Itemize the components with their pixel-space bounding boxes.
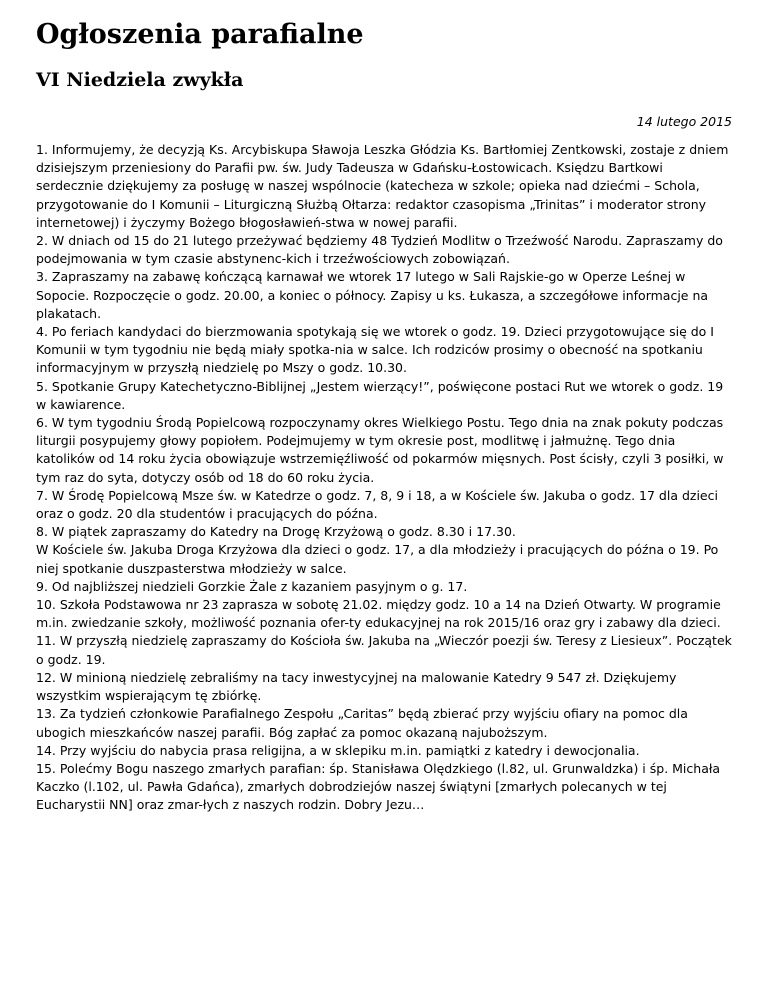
announcement-paragraph: 6. W tym tygodniu Środą Popielcową rozpoczynamy okres Wielkiego Postu. Tego dnia na znak pokuty podczas liturgii posypujemy głowy popiołem. Podejmujemy w tym okresie post, modlitwę i jałmużnę. Tego dnia katolików od 14 roku życia obowiązuje wstrzemięźliwość od pokarmów mięsnych. Post ścisły, czyli 3 posiłki, w tym raz do syta, dotyczy osób od 18 do 60 roku życia. — [36, 415, 724, 485]
announcement-paragraph: 4. Po feriach kandydaci do bierzmowania spotykają się we wtorek o godz. 19. Dzieci przygotowujące się do I Komunii w tym tygodniu nie będą miały spotka-nia w salce. Ich rodziców prosimy o obecność na spotkaniu informacyjnym w przyszłą niedzielę po Mszy o godz. 10.30. — [36, 324, 714, 376]
announcement-paragraph: 13. Za tydzień członkowie Parafialnego Zespołu „Caritas” będą zbierać przy wyjściu ofiary na pomoc dla ubogich mieszkańców naszej parafii. Bóg zapłać za pomoc okazaną najuboższym. — [36, 706, 688, 740]
announcement-paragraph: 12. W minioną niedzielę zebraliśmy na tacy inwestycyjnej na malowanie Katedry 9 547 zł. Dziękujemy wszystkim wspierającym tę zbiórkę. — [36, 669, 677, 704]
announcement-paragraph: 15. Polećmy Bogu naszego zmarłych parafian: śp. Stanisława Olędzkiego (l.82, ul. Grunwaldzka) i śp. Michała Kaczko (l.102, ul. Pawła Gdańca), zmarłych dobrodziejów naszej świątyni [zmarłych polecanych w tej Eucharystii NN] oraz zmar-łych z naszych rodzin. Dobry Jezu… — [36, 760, 721, 813]
announcement-paragraph: 7. W Środę Popielcową Msze św. w Katedrze o godz. 7, 8, 9 i 18, a w Kościele św. Jakuba o godz. 17 dla dzieci oraz o godz. 20 dla studentów i pracujących do późna. — [36, 487, 718, 522]
announcement-paragraph: 2. W dniach od 15 do 21 lutego przeżywać będziemy 48 Tydzień Modlitw o Trzeźwość Narodu. Zapraszamy do podejmowania w tym czasie abstynenc-kich i trzeźwościowych zobowiązań. — [36, 233, 723, 267]
announcement-paragraph: 9. Od najbliższej niedzieli Gorzkie Żale z kazaniem pasyjnym o g. 17. — [36, 578, 468, 594]
announcement-paragraph: 14. Przy wyjściu do nabycia prasa religijna, a w sklepiku m.in. pamiątki z katedry i dewocjonalia. — [36, 742, 640, 758]
announcements-body — [36, 141, 732, 815]
announcement-paragraph: 11. W przyszłą niedzielę zapraszamy do Kościoła św. Jakuba na „Wieczór poezji św. Teresy z Liesieux”. Początek o godz. 19. — [36, 633, 732, 667]
announcement-paragraph: 10. Szkoła Podstawowa nr 23 zaprasza w sobotę 21.02. między godz. 10 a 14 na Dzień Otwarty. W programie m.in. zwiedzanie szkoły, możliwość poznania ofer-ty edukacyjnej na rok 2015/16 oraz gry i zabawy dla dzieci. — [36, 597, 721, 631]
document-title: Ogłoszenia parafialne — [36, 19, 364, 50]
announcement-paragraph: 1. Informujemy, że decyzją Ks. Arcybiskupa Sławoja Leszka Głódzia Ks. Bartłomiej Zentkowski, zostaje z dniem dzisiejszym przeniesiony do Parafii pw. św. Judy Tadeusza w Gdańsku-Łostowicach. Księdzu Bartkowi serdecznie dziękujemy za posługę w naszej wspólnocie (katecheza w szkole; opieka nad dziećmi – Schola, przygotowanie do I Komunii – Liturgiczną Służbą Ołtarza: redaktor czasopisma „Trinitas” i moderator strony internetowej) i życzymy Bożego błogosławień-stwa w nowej parafii. — [36, 142, 729, 230]
announcement-paragraph: 3. Zapraszamy na zabawę kończącą karnawał we wtorek 17 lutego w Sali Rajskie-go w Operze Leśnej w Sopocie. Rozpoczęcie o godz. 20.00, a koniec o północy. Zapisy u ks. Łukasza, a szczegółowe informacje na plakatach. — [36, 269, 709, 321]
announcement-paragraph: W Kościele św. Jakuba Droga Krzyżowa dla dzieci o godz. 17, a dla młodzieży i pracujących do późna o 19. Po niej spotkanie duszpasterstwa młodzieży w salce. — [36, 542, 719, 576]
announcement-date: 14 lutego 2015 — [636, 114, 732, 129]
announcement-paragraph: 8. W piątek zapraszamy do Katedry na Drogę Krzyżową o godz. 8.30 i 17.30. — [36, 524, 516, 540]
document-subtitle: VI Niedziela zwykła — [36, 69, 244, 91]
announcement-paragraph: 5. Spotkanie Grupy Katechetyczno-Biblijnej „Jestem wierzący!”, poświęcone postaci Rut we wtorek o godz. 19 w kawiarence. — [36, 378, 724, 412]
